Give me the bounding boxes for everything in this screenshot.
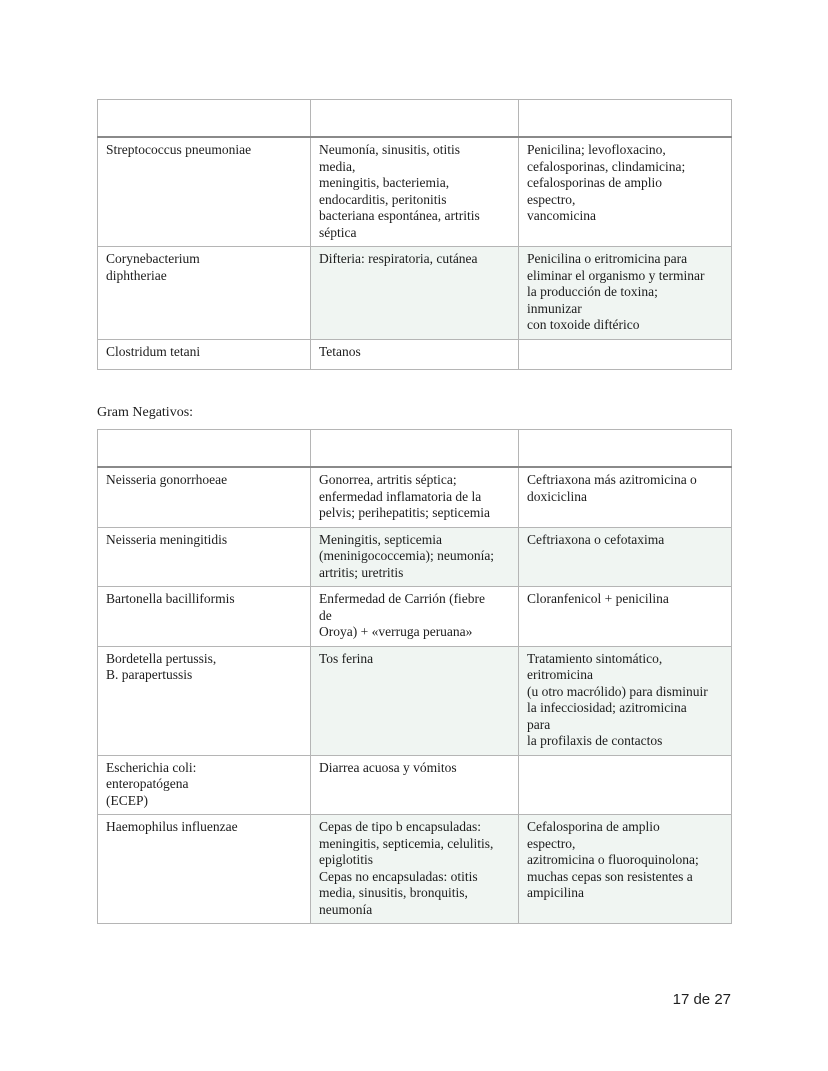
gram-negatives-table xyxy=(97,429,732,924)
page-number: 17 de 27 xyxy=(672,991,731,1008)
disease-cell: Neumonía, sinusitis, otitis media, meningitis, bacteriemia, endocarditis, peritonitis bacteriana espontánea, artritis séptica xyxy=(311,137,519,247)
organism-cell: Bordetella pertussis, B. parapertussis xyxy=(98,646,311,755)
organism-cell: Neisseria meningitidis xyxy=(98,527,311,587)
disease-cell: Enfermedad de Carrión (fiebre de Oroya) + «verruga peruana» xyxy=(311,587,519,647)
table-row xyxy=(98,587,732,647)
table-row xyxy=(98,815,732,924)
organism-cell: Streptococcus pneumoniae xyxy=(98,137,311,247)
organism-cell: Clostridum tetani xyxy=(98,339,311,369)
organism-cell: Neisseria gonorrhoeae xyxy=(98,467,311,527)
organism-cell: Bartonella bacilliformis xyxy=(98,587,311,647)
table-row xyxy=(98,247,732,340)
header-cell xyxy=(519,100,732,138)
table-row xyxy=(98,137,732,247)
header-cell xyxy=(311,430,519,468)
treatment-cell: Penicilina; levofloxacino, cefalosporinas, clindamicina; cefalosporinas de amplio espectro, vancomicina xyxy=(519,137,732,247)
disease-cell: Difteria: respiratoria, cutánea xyxy=(311,247,519,340)
treatment-cell: Ceftriaxona o cefotaxima xyxy=(519,527,732,587)
table-row xyxy=(98,755,732,815)
table-header-row xyxy=(98,100,732,138)
table-row xyxy=(98,527,732,587)
table-row xyxy=(98,467,732,527)
header-cell xyxy=(311,100,519,138)
treatment-cell: Cloranfenicol + penicilina xyxy=(519,587,732,647)
disease-cell: Meningitis, septicemia (meninigococcemia); neumonía; artritis; uretritis xyxy=(311,527,519,587)
treatment-cell: Cefalosporina de amplio espectro, azitromicina o fluoroquinolona; muchas cepas son resistentes a ampicilina xyxy=(519,815,732,924)
disease-cell: Tetanos xyxy=(311,339,519,369)
gram-positives-table xyxy=(97,99,732,370)
table-row xyxy=(98,646,732,755)
disease-cell: Cepas de tipo b encapsuladas: meningitis, septicemia, celulitis, epiglotitis Cepas no encapsuladas: otitis media, sinusitis, bronquitis, neumonía xyxy=(311,815,519,924)
header-cell xyxy=(98,100,311,138)
disease-cell: Tos ferina xyxy=(311,646,519,755)
disease-cell: Gonorrea, artritis séptica; enfermedad inflamatoria de la pelvis; perihepatitis; septicemia xyxy=(311,467,519,527)
section-label-gram-negativos: Gram Negativos: xyxy=(97,405,194,420)
treatment-cell: Ceftriaxona más azitromicina o doxiciclina xyxy=(519,467,732,527)
organism-cell: Corynebacterium diphtheriae xyxy=(98,247,311,340)
treatment-cell xyxy=(519,339,732,369)
table-row xyxy=(98,339,732,369)
treatment-cell xyxy=(519,755,732,815)
disease-cell: Diarrea acuosa y vómitos xyxy=(311,755,519,815)
organism-cell: Haemophilus influenzae xyxy=(98,815,311,924)
header-cell xyxy=(519,430,732,468)
treatment-cell: Penicilina o eritromicina para eliminar el organismo y terminar la producción de toxina; inmunizar con toxoide diftérico xyxy=(519,247,732,340)
treatment-cell: Tratamiento sintomático, eritromicina (u otro macrólido) para disminuir la infecciosidad; azitromicina para la profilaxis de contactos xyxy=(519,646,732,755)
table-header-row xyxy=(98,430,732,468)
header-cell xyxy=(98,430,311,468)
organism-cell: Escherichia coli: enteropatógena (ECEP) xyxy=(98,755,311,815)
